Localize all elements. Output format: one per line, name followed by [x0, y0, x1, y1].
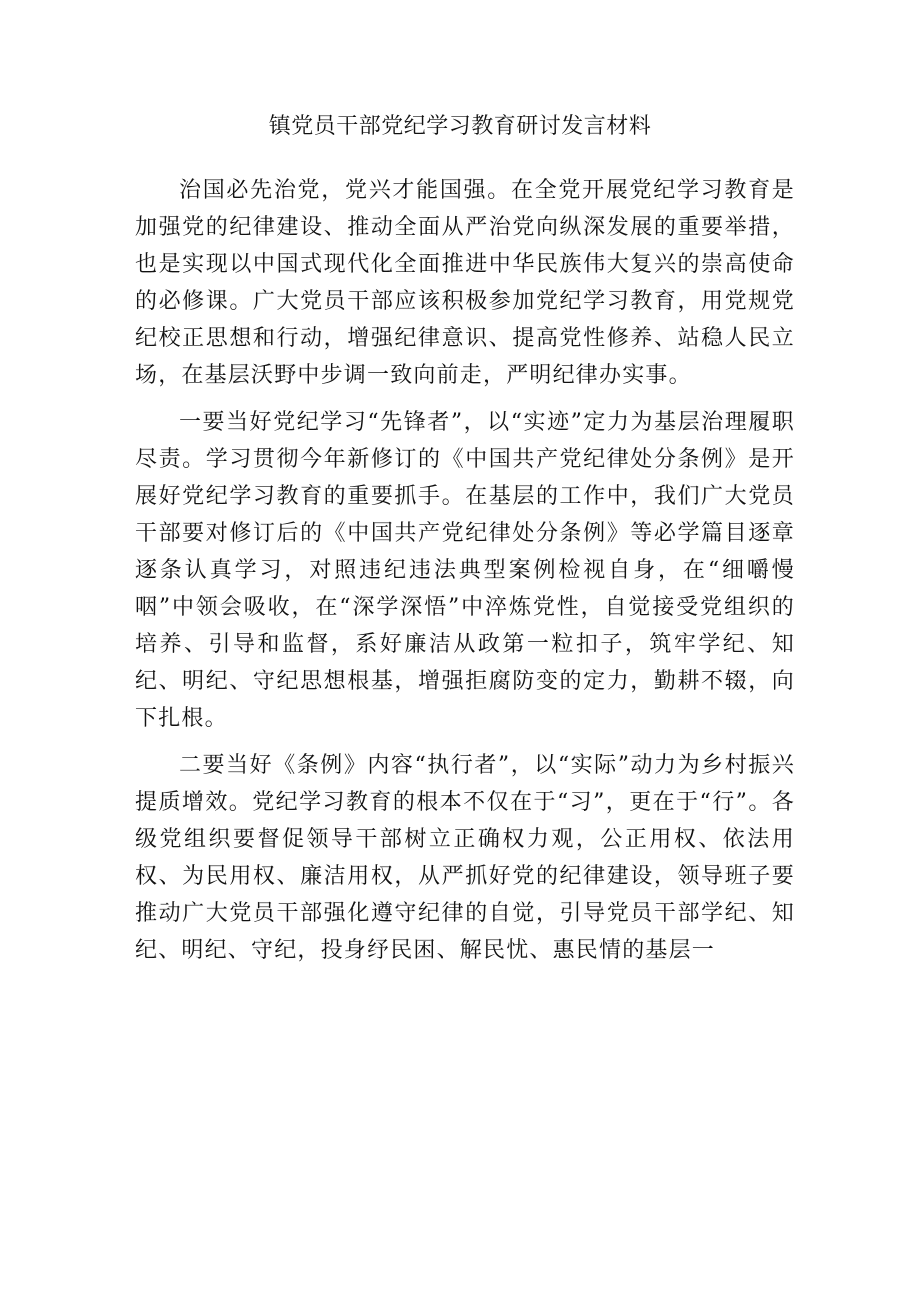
paragraph-point-one: 一要当好党纪学习“先锋者”，以“实迹”定力为基层治理履职尽责。学习贯彻今年新修订的《中国共产党纪律处分条例》是开展好党纪学习教育的重要抓手。在基层的工作中，我们广大党员干部要对修订后的《中国共产党纪律处分条例》等必学篇目逐章逐条认真学习，对照违纪违法典型案例检视自身，在“细嚼慢咽”中领会吸收，在“深学深悟”中淬炼党性，自觉接受党组织的培养、引导和监督，系好廉洁从政第一粒扣子，筑牢学纪、知纪、明纪、守纪思想根基，增强拒腐防变的定力，勤耕不辍，向下扎根。 — [135, 410, 795, 731]
document-title: 镇党员干部党纪学习教育研讨发言材料 — [268, 114, 652, 139]
paragraph-point-two: 二要当好《条例》内容“执行者”，以“实际”动力为乡村振兴提质增效。党纪学习教育的根本不仅在于“习”，更在于“行”。各级党组织要督促领导干部树立正确权力观，公正用权、依法用权、为民用权、廉洁用权，从严抓好党的纪律建设，领导班子要推动广大党员干部强化遵守纪律的自觉，引导党员干部学纪、知纪、明纪、守纪，投身纾民困、解民忧、惠民情的基层一 — [135, 753, 795, 963]
document-body — [135, 172, 795, 979]
paragraph-intro: 治国必先治党，党兴才能国强。在全党开展党纪学习教育是加强党的纪律建设、推动全面从严治党向纵深发展的重要举措，也是实现以中国式现代化全面推进中华民族伟大复兴的崇高使命的必修课。广大党员干部应该积极参加党纪学习教育，用党规党纪校正思想和行动，增强纪律意识、提高党性修养、站稳人民立场，在基层沃野中步调一致向前走，严明纪律办实事。 — [135, 178, 795, 388]
